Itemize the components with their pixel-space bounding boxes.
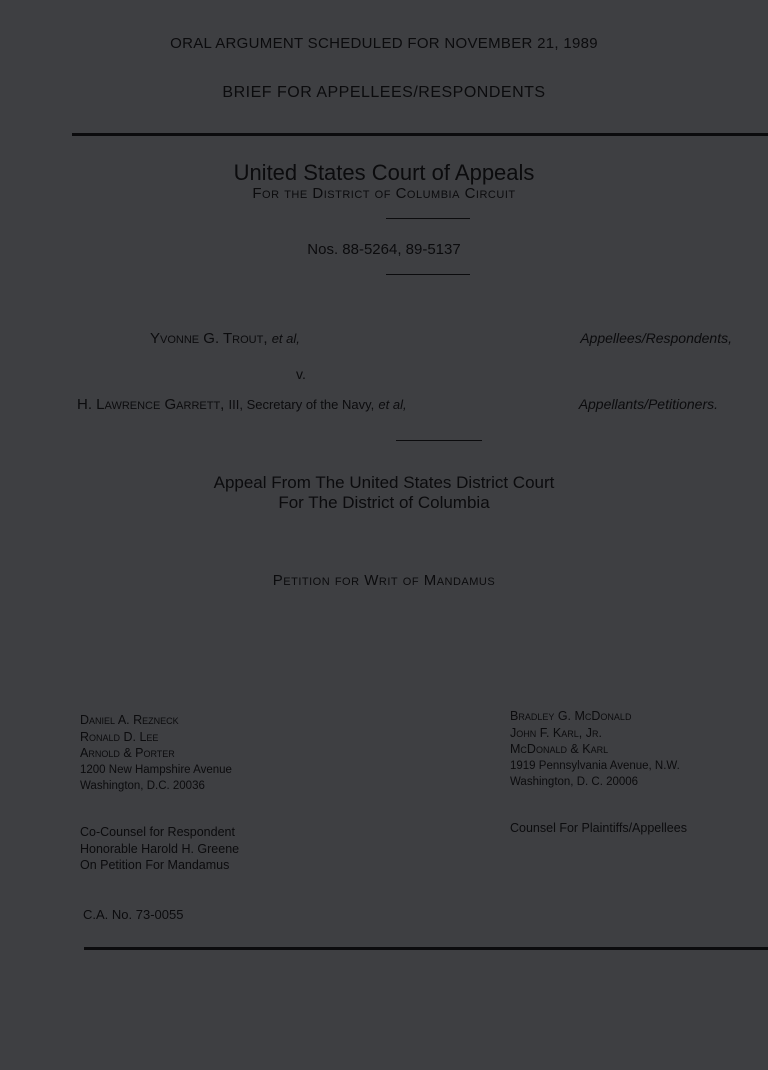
left-counsel-firm: Arnold & Porter	[80, 746, 175, 760]
left-role-line-2: Honorable Harold H. Greene	[80, 841, 240, 856]
second-party-detail: III, Secretary of the Navy,	[228, 397, 375, 412]
top-rule	[72, 133, 768, 136]
left-counsel-address-2: Washington, D.C. 20036	[80, 780, 205, 792]
left-counsel-role	[80, 824, 239, 874]
right-counsel-name-2: John F. Karl, Jr.	[510, 725, 602, 740]
docket-divider	[386, 274, 470, 275]
court-name: United States Court of Appeals	[233, 160, 535, 185]
left-counsel-address-1: 1200 New Hampshire Avenue	[80, 763, 232, 776]
right-counsel-address-2: Washington, D. C. 20006	[510, 776, 639, 788]
first-party-suffix: et al,	[271, 331, 300, 346]
first-party	[150, 330, 300, 347]
left-counsel-block	[80, 712, 232, 795]
case-number: C.A. No. 73-0055	[83, 907, 184, 922]
oral-argument-notice: ORAL ARGUMENT SCHEDULED FOR NOVEMBER 21, 1989	[170, 35, 598, 52]
right-role-line-1: Counsel For Plaintiffs/Appellees	[510, 821, 687, 835]
first-party-name: Yvonne G. Trout,	[150, 330, 268, 347]
second-party-role: Appellants/Petitioners.	[578, 396, 718, 412]
left-role-line-3: On Petition For Mandamus	[80, 858, 230, 872]
appeal-line-2: For The District of Columbia	[278, 493, 490, 512]
court-divider	[386, 218, 470, 219]
right-counsel-role	[510, 820, 687, 837]
second-party	[77, 396, 407, 413]
right-counsel-block	[510, 708, 680, 791]
left-role-line-1: Co-Counsel for Respondent	[80, 825, 235, 839]
right-counsel-address-1: 1919 Pennsylvania Avenue, N.W.	[510, 759, 680, 772]
parties-divider	[396, 440, 482, 441]
first-party-role: Appellees/Respondents,	[580, 330, 732, 346]
bottom-rule	[84, 947, 768, 950]
right-counsel-firm: McDonald & Karl	[510, 742, 609, 756]
brief-title: BRIEF FOR APPELLEES/RESPONDENTS	[222, 84, 546, 101]
second-party-suffix: et al,	[378, 397, 407, 412]
docket-numbers: Nos. 88-5264, 89-5137	[307, 241, 461, 258]
petition-title: Petition for Writ of Mandamus	[272, 572, 496, 589]
right-counsel-name-1: Bradley G. McDonald	[510, 709, 632, 723]
court-subtitle: For the District of Columbia Circuit	[252, 185, 516, 202]
left-counsel-name-2: Ronald D. Lee	[80, 729, 159, 744]
appeal-line-1: Appeal From The United States District Court	[213, 473, 555, 492]
second-party-name: H. Lawrence Garrett,	[77, 396, 225, 413]
versus: v.	[296, 366, 306, 382]
left-counsel-name-1: Daniel A. Rezneck	[80, 713, 179, 727]
